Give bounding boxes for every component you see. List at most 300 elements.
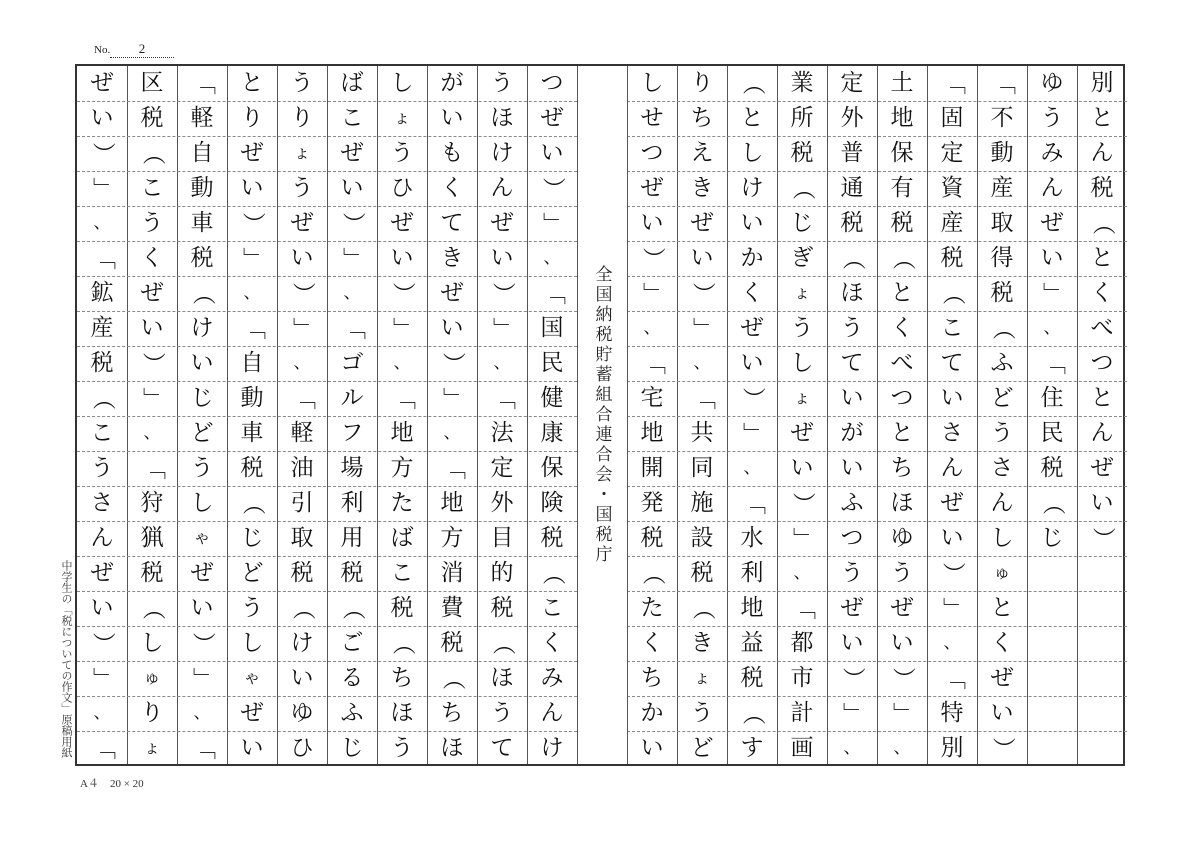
footer-label: A４ 20 × 20 (80, 778, 144, 790)
manuscript-char-cell: て (840, 350, 864, 376)
manuscript-char-cell: ） (689, 282, 716, 305)
manuscript-char-cell: ぜ (140, 280, 164, 306)
manuscript-char-cell: 「 (339, 317, 366, 340)
manuscript-char-cell: ん (940, 455, 964, 481)
manuscript-char-cell: く (890, 315, 914, 341)
manuscript-char-cell: 税 (990, 280, 1014, 306)
manuscript-char-cell: く (740, 280, 764, 306)
manuscript-char-cell: し (390, 70, 414, 96)
manuscript-char-cell: 場 (340, 455, 364, 481)
manuscript-char-cell: 」 (89, 177, 116, 200)
manuscript-char-cell: 計 (790, 700, 814, 726)
manuscript-char-cell: 、 (293, 353, 311, 373)
manuscript-char-cell: り (240, 105, 264, 131)
manuscript-char-cell: 税 (390, 595, 414, 621)
manuscript-char-cell: 不 (990, 105, 1014, 131)
manuscript-char-cell: 税 (440, 630, 464, 656)
manuscript-char-cell: 車 (240, 420, 264, 446)
manuscript-char-cell: く (440, 175, 464, 201)
manuscript-char-cell: ぜ (240, 700, 264, 726)
manuscript-char-cell: い (940, 385, 964, 411)
manuscript-char-cell: い (240, 175, 264, 201)
manuscript-char-cell: こ (940, 315, 964, 341)
manuscript-char-cell: （ (189, 282, 216, 305)
manuscript-char-cell: 保 (540, 455, 564, 481)
left-half-grid (77, 66, 577, 764)
manuscript-char-cell: ） (239, 212, 266, 235)
manuscript-char-cell: 」 (239, 247, 266, 270)
manuscript-char-cell: 市 (790, 665, 814, 691)
manuscript-char-cell: い (340, 175, 364, 201)
center-title: 全国納税貯蓄組合連合会・国税庁 (591, 265, 612, 565)
manuscript-char-cell: う (190, 455, 214, 481)
manuscript-char-cell: う (790, 315, 814, 341)
manuscript-char-cell: い (640, 735, 664, 761)
manuscript-char-cell: 」 (639, 282, 666, 305)
manuscript-char-cell: 「 (189, 72, 216, 95)
manuscript-char-cell: い (790, 455, 814, 481)
manuscript-char-cell: 鉱 (90, 280, 114, 306)
manuscript-char-cell: つ (540, 70, 564, 96)
manuscript-char-cell: 普 (840, 140, 864, 166)
manuscript-char-cell: べ (1090, 315, 1114, 341)
manuscript-char-cell: う (240, 595, 264, 621)
manuscript-char-cell: 税 (540, 525, 564, 551)
manuscript-char-cell: し (190, 490, 214, 516)
manuscript-char-cell: た (390, 490, 414, 516)
manuscript-char-cell: つ (840, 525, 864, 551)
manuscript-char-cell: 産 (90, 315, 114, 341)
manuscript-char-cell: 「 (239, 317, 266, 340)
manuscript-char-cell: 」 (839, 702, 866, 725)
manuscript-char-cell: 動 (990, 140, 1014, 166)
manuscript-char-cell: ん (1090, 420, 1114, 446)
manuscript-char-cell: （ (839, 247, 866, 270)
manuscript-char-cell: い (840, 630, 864, 656)
manuscript-char-cell: ） (189, 632, 216, 655)
manuscript-char-cell: 、 (443, 423, 461, 443)
manuscript-char-cell: 利 (740, 560, 764, 586)
manuscript-char-cell: い (290, 245, 314, 271)
manuscript-char-cell: ぜ (940, 490, 964, 516)
manuscript-char-cell: ） (489, 282, 516, 305)
manuscript-char-cell: つ (890, 385, 914, 411)
manuscript-char-cell: さ (90, 490, 114, 516)
manuscript-char-cell: ほ (840, 280, 864, 306)
manuscript-char-cell: ほ (490, 105, 514, 131)
manuscript-char-cell: 産 (940, 210, 964, 236)
manuscript-char-cell: 税 (840, 210, 864, 236)
manuscript-char-cell: ゆ (290, 700, 314, 726)
manuscript-char-cell: 税 (290, 560, 314, 586)
manuscript-char-cell: 」 (339, 247, 366, 270)
manuscript-char-cell: ぜ (1090, 455, 1114, 481)
manuscript-char-cell: 「 (739, 492, 766, 515)
manuscript-char-cell: い (290, 665, 314, 691)
manuscript-char-cell: じ (790, 210, 814, 236)
manuscript-char-cell: ） (139, 352, 166, 375)
manuscript-char-cell: ち (890, 455, 914, 481)
manuscript-char-cell: い (390, 245, 414, 271)
manuscript-char-cell: 土 (890, 70, 914, 96)
manuscript-char-cell: う (840, 560, 864, 586)
manuscript-char-cell: 「 (89, 737, 116, 760)
manuscript-char-cell: が (440, 70, 464, 96)
manuscript-char-cell: 税 (190, 245, 214, 271)
manuscript-char-cell: 狩 (140, 490, 164, 516)
manuscript-char-cell: ほ (890, 490, 914, 516)
manuscript-char-cell: ゅ (143, 668, 161, 688)
manuscript-char-cell: 」 (889, 702, 916, 725)
manuscript-char-cell: 資 (940, 175, 964, 201)
manuscript-char-cell: こ (540, 595, 564, 621)
manuscript-char-cell: 都 (790, 630, 814, 656)
manuscript-char-cell: き (690, 630, 714, 656)
manuscript-char-cell: 「 (289, 387, 316, 410)
manuscript-char-cell: 税 (140, 105, 164, 131)
manuscript-char-cell: い (940, 525, 964, 551)
manuscript-char-cell: ば (340, 70, 364, 96)
manuscript-char-cell: ） (939, 562, 966, 585)
manuscript-char-cell: い (890, 630, 914, 656)
manuscript-char-cell: （ (1089, 212, 1116, 235)
manuscript-char-cell: 用 (340, 525, 364, 551)
manuscript-char-cell: 、 (93, 703, 111, 723)
manuscript-char-cell: 「 (539, 282, 566, 305)
manuscript-char-cell: 「 (89, 247, 116, 270)
manuscript-char-cell: く (990, 630, 1014, 656)
manuscript-char-cell: 定 (840, 70, 864, 96)
manuscript-char-cell: う (390, 735, 414, 761)
manuscript-char-cell: 」 (139, 387, 166, 410)
manuscript-char-cell: 」 (1039, 282, 1066, 305)
manuscript-char-cell: い (190, 595, 214, 621)
manuscript-char-cell: い (240, 735, 264, 761)
manuscript-char-cell: う (490, 70, 514, 96)
manuscript-char-cell: 別 (940, 735, 964, 761)
manuscript-char-cell: ） (539, 177, 566, 200)
manuscript-char-cell: う (390, 140, 414, 166)
manuscript-char-cell: い (690, 245, 714, 271)
manuscript-char-cell: 税 (940, 245, 964, 271)
manuscript-char-cell: ぎ (790, 245, 814, 271)
manuscript-char-cell: 取 (290, 525, 314, 551)
manuscript-char-cell: こ (340, 105, 364, 131)
manuscript-char-cell: り (690, 70, 714, 96)
manuscript-char-cell: 、 (93, 213, 111, 233)
manuscript-char-cell: し (740, 140, 764, 166)
manuscript-char-cell: い (90, 105, 114, 131)
manuscript-char-cell: 健 (540, 385, 564, 411)
manuscript-char-cell: 地 (440, 490, 464, 516)
manuscript-char-cell: ふ (840, 490, 864, 516)
manuscript-char-cell: 自 (240, 350, 264, 376)
manuscript-char-cell: ぜ (890, 595, 914, 621)
manuscript-char-cell: （ (939, 282, 966, 305)
manuscript-char-cell: 「 (989, 72, 1016, 95)
manuscript-char-cell: 、 (243, 283, 261, 303)
manuscript-char-cell: い (440, 315, 464, 341)
manuscript-char-cell: 地 (390, 420, 414, 446)
side-label: 中学生の「税についての作文」原稿用紙 (60, 560, 72, 758)
manuscript-char-cell: 「 (789, 597, 816, 620)
manuscript-char-cell: （ (889, 247, 916, 270)
manuscript-char-cell: （ (439, 667, 466, 690)
center-band (577, 66, 627, 764)
manuscript-char-cell: い (1040, 245, 1064, 271)
manuscript-char-cell: ち (640, 665, 664, 691)
manuscript-char-cell: 方 (390, 455, 414, 481)
manuscript-char-cell: う (490, 700, 514, 726)
manuscript-char-cell: （ (489, 632, 516, 655)
manuscript-char-cell: と (1090, 105, 1114, 131)
manuscript-char-cell: （ (789, 177, 816, 200)
manuscript-char-cell: 、 (643, 318, 661, 338)
manuscript-char-cell: 」 (389, 317, 416, 340)
manuscript-char-cell: 税 (490, 595, 514, 621)
manuscript-char-cell: し (990, 525, 1014, 551)
manuscript-char-cell: ほ (440, 735, 464, 761)
manuscript-char-cell: と (890, 420, 914, 446)
manuscript-char-cell: い (190, 350, 214, 376)
manuscript-char-cell: ぜ (440, 280, 464, 306)
manuscript-char-cell: 開 (640, 455, 664, 481)
manuscript-char-cell: ぜ (340, 140, 364, 166)
manuscript-char-cell: 費 (440, 595, 464, 621)
manuscript-char-cell: 地 (740, 595, 764, 621)
manuscript-char-cell: ぜ (790, 420, 814, 446)
manuscript-char-cell: ど (990, 385, 1014, 411)
manuscript-char-cell: ち (440, 700, 464, 726)
manuscript-char-cell: ぜ (90, 560, 114, 586)
manuscript-char-cell: （ (739, 702, 766, 725)
manuscript-char-cell: ） (389, 282, 416, 305)
manuscript-char-cell: 、 (343, 283, 361, 303)
manuscript-char-cell: う (840, 315, 864, 341)
manuscript-char-cell: け (490, 140, 514, 166)
manuscript-char-cell: 税 (1040, 455, 1064, 481)
manuscript-char-cell: い (640, 210, 664, 236)
manuscript-char-cell: つ (1090, 350, 1114, 376)
manuscript-char-cell: と (1090, 385, 1114, 411)
manuscript-char-cell: 取 (990, 210, 1014, 236)
manuscript-char-cell: ぜ (640, 175, 664, 201)
manuscript-char-cell: と (240, 70, 264, 96)
manuscript-char-cell: 」 (289, 317, 316, 340)
manuscript-char-cell: じ (1040, 525, 1064, 551)
manuscript-char-cell: し (240, 630, 264, 656)
manuscript-char-cell: こ (390, 560, 414, 586)
manuscript-char-cell: ど (690, 735, 714, 761)
right-half-grid (627, 66, 1127, 764)
manuscript-char-cell: ち (690, 105, 714, 131)
manuscript-char-cell: と (740, 105, 764, 131)
manuscript-char-cell: た (640, 595, 664, 621)
manuscript-char-cell: 、 (743, 458, 761, 478)
manuscript-char-cell: ） (89, 142, 116, 165)
page-number-prefix: No. (94, 44, 111, 56)
manuscript-char-cell: ） (839, 667, 866, 690)
manuscript-char-cell: （ (139, 142, 166, 165)
manuscript-char-cell: 「 (139, 457, 166, 480)
manuscript-char-cell: し (640, 70, 664, 96)
manuscript-char-cell: き (690, 175, 714, 201)
manuscript-char-cell: え (690, 140, 714, 166)
manuscript-char-cell: て (940, 350, 964, 376)
manuscript-char-cell: け (290, 630, 314, 656)
manuscript-char-cell: つ (640, 140, 664, 166)
manuscript-char-cell: 動 (240, 385, 264, 411)
manuscript-char-cell: 税 (90, 350, 114, 376)
manuscript-char-cell: う (690, 700, 714, 726)
manuscript-char-cell: ぜ (240, 140, 264, 166)
manuscript-char-cell: し (790, 350, 814, 376)
manuscript-paper (75, 64, 1125, 766)
manuscript-char-cell: 消 (440, 560, 464, 586)
manuscript-char-cell: ） (889, 667, 916, 690)
manuscript-char-cell: ち (390, 665, 414, 691)
manuscript-char-cell: 、 (793, 563, 811, 583)
manuscript-char-cell: ょ (793, 388, 811, 408)
manuscript-char-cell: 法 (490, 420, 514, 446)
manuscript-char-cell: い (740, 210, 764, 236)
manuscript-char-cell: し (140, 630, 164, 656)
page-number: 2 (110, 40, 174, 58)
manuscript-char-cell: 設 (690, 525, 714, 551)
manuscript-char-cell: と (990, 595, 1014, 621)
manuscript-char-cell: 税 (240, 455, 264, 481)
manuscript-char-cell: じ (340, 735, 364, 761)
manuscript-char-cell: い (840, 385, 864, 411)
manuscript-char-cell: （ (239, 492, 266, 515)
manuscript-char-cell: 康 (540, 420, 564, 446)
manuscript-char-cell: 動 (190, 175, 214, 201)
manuscript-char-cell: 「 (1039, 352, 1066, 375)
manuscript-char-cell: ょ (693, 668, 711, 688)
center-separator-line (627, 66, 628, 764)
manuscript-char-cell: （ (639, 562, 666, 585)
manuscript-char-cell: 定 (940, 140, 964, 166)
manuscript-char-cell: 引 (290, 490, 314, 516)
manuscript-char-cell: け (190, 315, 214, 341)
manuscript-char-cell: ぜ (90, 70, 114, 96)
manuscript-char-cell: 油 (290, 455, 314, 481)
manuscript-char-cell: ゃ (193, 528, 211, 548)
manuscript-char-cell: 「 (639, 352, 666, 375)
manuscript-char-cell: 」 (939, 597, 966, 620)
manuscript-char-cell: け (540, 735, 564, 761)
manuscript-char-cell: 画 (790, 735, 814, 761)
manuscript-char-cell: て (490, 735, 514, 761)
manuscript-char-cell: ） (789, 492, 816, 515)
manuscript-char-cell: さ (990, 455, 1014, 481)
manuscript-char-cell: ほ (390, 700, 414, 726)
manuscript-char-cell: 有 (890, 175, 914, 201)
manuscript-char-cell: 、 (493, 353, 511, 373)
manuscript-char-cell: せ (640, 105, 664, 131)
manuscript-char-cell: 固 (940, 105, 964, 131)
manuscript-char-cell: ん (1090, 140, 1114, 166)
manuscript-char-cell: い (540, 140, 564, 166)
manuscript-char-cell: 険 (540, 490, 564, 516)
manuscript-char-cell: け (740, 175, 764, 201)
manuscript-char-cell: り (290, 105, 314, 131)
manuscript-char-cell: ん (490, 175, 514, 201)
manuscript-char-cell: 外 (840, 105, 864, 131)
manuscript-char-cell: ょ (393, 108, 411, 128)
manuscript-char-cell: ゆ (890, 525, 914, 551)
manuscript-char-cell: （ (389, 632, 416, 655)
manuscript-char-cell: ぜ (740, 315, 764, 341)
manuscript-char-cell: う (140, 210, 164, 236)
manuscript-char-cell: 」 (189, 667, 216, 690)
manuscript-char-cell: ば (390, 525, 414, 551)
manuscript-char-cell: ぜ (690, 210, 714, 236)
manuscript-char-cell: 税 (340, 560, 364, 586)
manuscript-char-cell: ぜ (990, 665, 1014, 691)
manuscript-char-cell: ぜ (390, 210, 414, 236)
manuscript-char-cell: フ (340, 420, 364, 446)
manuscript-char-cell: い (740, 350, 764, 376)
manuscript-char-cell: 「 (389, 387, 416, 410)
manuscript-char-cell: こ (140, 175, 164, 201)
manuscript-char-cell: 別 (1090, 70, 1114, 96)
manuscript-char-cell: （ (339, 597, 366, 620)
manuscript-char-cell: ょ (293, 143, 311, 163)
manuscript-char-cell: す (740, 735, 764, 761)
manuscript-char-cell: 「 (689, 387, 716, 410)
manuscript-char-cell: ぜ (490, 210, 514, 236)
center-separator-line (577, 66, 578, 764)
manuscript-char-cell: 」 (689, 317, 716, 340)
manuscript-char-cell: ふ (340, 700, 364, 726)
manuscript-char-cell: 」 (89, 667, 116, 690)
manuscript-char-cell: 、 (143, 423, 161, 443)
manuscript-char-cell: ） (639, 247, 666, 270)
manuscript-char-cell: 通 (840, 175, 864, 201)
manuscript-char-cell: ぜ (1040, 210, 1064, 236)
manuscript-char-cell: ん (90, 525, 114, 551)
manuscript-char-cell: が (840, 420, 864, 446)
manuscript-char-cell: ょ (793, 283, 811, 303)
manuscript-char-cell: い (440, 105, 464, 131)
manuscript-char-cell: ょ (143, 738, 161, 758)
manuscript-char-cell: か (640, 700, 664, 726)
manuscript-char-cell: 税 (140, 560, 164, 586)
manuscript-char-cell: 同 (690, 455, 714, 481)
manuscript-char-cell: 特 (940, 700, 964, 726)
manuscript-char-cell: 民 (540, 350, 564, 376)
manuscript-char-cell: 業 (790, 70, 814, 96)
manuscript-char-cell: ） (1089, 527, 1116, 550)
manuscript-char-cell: 施 (690, 490, 714, 516)
manuscript-char-cell: ぜ (290, 210, 314, 236)
manuscript-char-cell: ふ (990, 350, 1014, 376)
manuscript-char-cell: ぜ (840, 595, 864, 621)
manuscript-char-cell: き (440, 245, 464, 271)
manuscript-char-cell: ） (739, 387, 766, 410)
manuscript-char-cell: 税 (790, 140, 814, 166)
manuscript-char-cell: 宅 (640, 385, 664, 411)
manuscript-char-cell: 猟 (140, 525, 164, 551)
manuscript-char-cell: （ (689, 597, 716, 620)
manuscript-char-cell: 地 (640, 420, 664, 446)
manuscript-char-cell: 発 (640, 490, 664, 516)
manuscript-char-cell: 車 (190, 210, 214, 236)
manuscript-char-cell: 得 (990, 245, 1014, 271)
manuscript-char-cell: 所 (790, 105, 814, 131)
manuscript-char-cell: 、 (943, 633, 961, 653)
